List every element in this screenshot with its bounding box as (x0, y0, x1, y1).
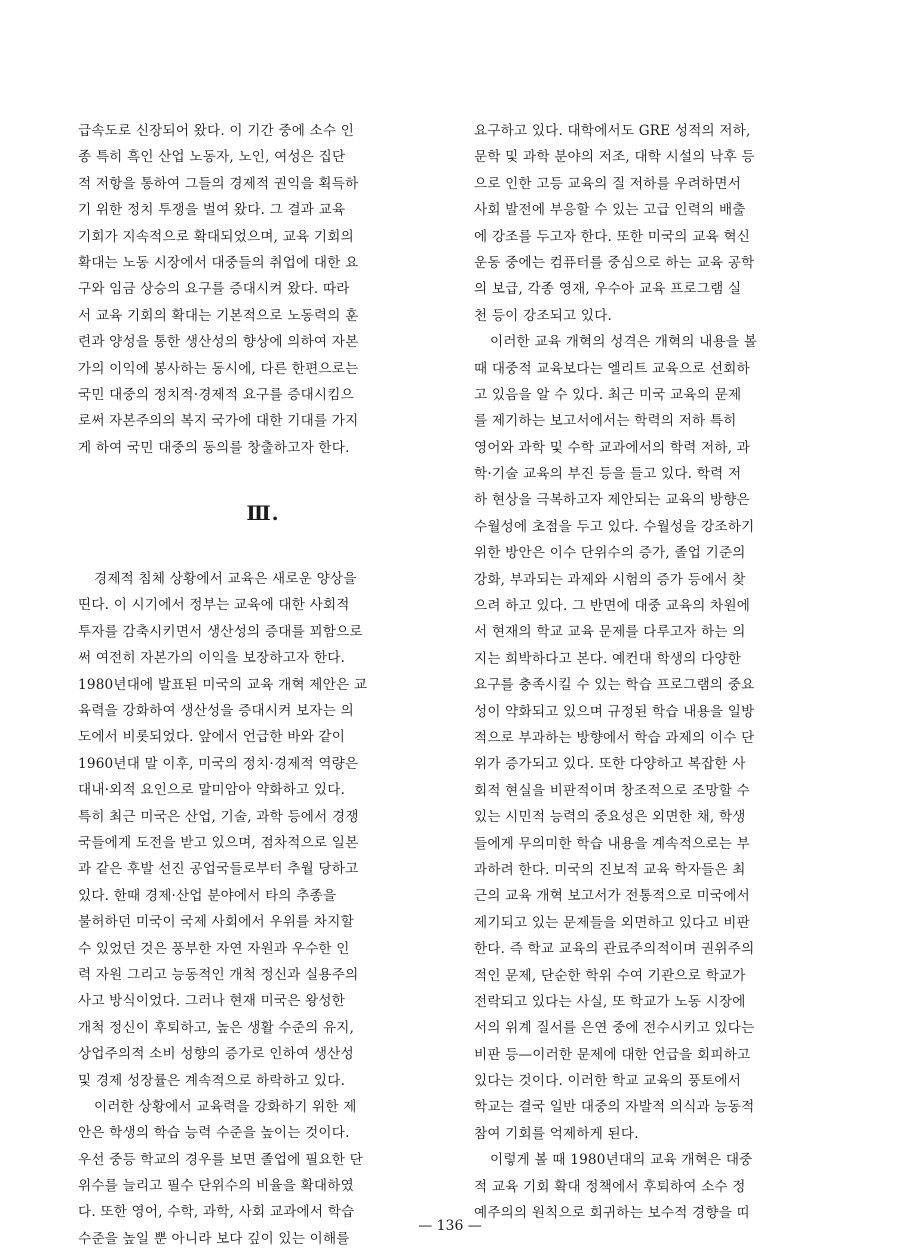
text-line: 게 하여 국민 대중의 동의를 창출하고자 한다. (78, 439, 350, 456)
text-line: 및 경제 성장률은 계속적으로 하락하고 있다. (78, 1072, 346, 1089)
text-line: 과 같은 후발 선진 공업국들로부터 추월 당하고 (78, 861, 359, 878)
text-line: 지는 희박하다고 본다. 예컨대 학생의 다양한 (474, 650, 742, 667)
text-line: 수준을 높일 뿐 아니라 보다 깊이 있는 이해를 (78, 1230, 350, 1247)
text-line: 적 저항을 통하여 그들의 경제적 권익을 획득하 (78, 175, 359, 192)
text-line: 국들에게 도전을 받고 있으며, 점차적으로 일본 (78, 834, 359, 851)
text-line: 1960년대 말 이후, 미국의 정치·경제적 역량은 (78, 755, 359, 772)
text-line: 성이 약화되고 있으며 규정된 학습 내용을 일방 (474, 703, 755, 720)
text-line: 있는 시민적 능력의 중요성은 외면한 채, 학생 (474, 809, 746, 826)
text-line: 위한 방안은 이수 단위수의 증가, 졸업 기준의 (474, 545, 746, 562)
text-line: 때 대중적 교육보다는 엘리트 교육으로 선회하 (474, 360, 750, 377)
text-line: 개척 정신이 후퇴하고, 높은 생활 수준의 유지, (78, 1019, 355, 1036)
text-line: 이러한 상황에서 교육력을 강화하기 위한 제 (94, 1098, 357, 1115)
text-line: 하 현상을 극복하고자 제안되는 교육의 방향은 (474, 492, 750, 509)
text-line: 이러한 교육 개혁의 성격은 개혁의 내용을 볼 (490, 334, 758, 351)
left-paragraph-2 (78, 566, 448, 1094)
text-line: 강화, 부과되는 과제와 시험의 증가 등에서 찾 (474, 571, 746, 588)
text-line: 있다. 한때 경제·산업 분야에서 타의 추종을 (78, 887, 337, 904)
text-line: 서의 위계 질서를 은연 중에 전수시키고 있다는 (474, 1020, 755, 1037)
text-line: 띤다. 이 시기에서 정부는 교육에 대한 사회적 (78, 597, 350, 614)
right-paragraph-1 (474, 118, 834, 329)
text-line: 적 교육 기회 확대 정책에서 후퇴하여 소수 정 (474, 1178, 746, 1195)
text-line: 다. 또한 영어, 수학, 과학, 사회 교과에서 학습 (78, 1204, 355, 1221)
left-column (78, 118, 448, 1252)
text-line: 사회 발전에 부응할 수 있는 고급 인력의 배출 (474, 202, 746, 219)
text-line: 예주의의 원칙으로 회귀하는 보수적 경향을 띠 (474, 1205, 750, 1222)
text-line: 제기되고 있는 문제들을 외면하고 있다고 비판 (474, 914, 750, 931)
right-paragraph-2 (474, 329, 834, 1147)
text-line: 서 교육 기회의 확대는 기본적으로 노동력의 훈 (78, 307, 359, 324)
text-line: 력 자원 그리고 능동적인 개척 정신과 실용주의 (78, 966, 359, 983)
text-line: 확대는 노동 시장에서 대중들의 취업에 대한 요 (78, 254, 359, 271)
text-line: 학교는 결국 일반 대중의 자발적 의식과 능동적 (474, 1099, 755, 1116)
text-line: 구와 임금 상승의 요구를 증대시켜 왔다. 따라 (78, 281, 350, 298)
text-line: 위가 증가되고 있다. 또한 다양하고 복잡한 사 (474, 756, 746, 773)
text-line: 적으로 부과하는 방향에서 학습 과제의 이수 단 (474, 729, 755, 746)
right-paragraph-3 (474, 1147, 834, 1226)
text-line: 들에게 무의미한 학습 내용을 계속적으로는 부 (474, 835, 750, 852)
text-line: 대내·외적 요인으로 말미암아 약화하고 있다. (78, 782, 346, 799)
text-line: 고 있음을 알 수 있다. 최근 미국 교육의 문제 (474, 386, 742, 403)
text-line: 한다. 즉 학교 교육의 관료주의적이며 권위주의 (474, 941, 755, 958)
text-line: 수 있었던 것은 풍부한 자연 자원과 우수한 인 (78, 940, 350, 957)
text-line: 기회가 지속적으로 확대되었으며, 교육 기회의 (78, 228, 354, 245)
text-line: 불허하던 미국이 국제 사회에서 우위를 차지할 (78, 914, 354, 931)
text-line: 요구를 충족시킬 수 있는 학습 프로그램의 중요 (474, 677, 755, 694)
text-line: 참여 기회를 억제하게 된다. (474, 1125, 639, 1142)
text-line: 근의 교육 개혁 보고서가 전통적으로 미국에서 (474, 888, 750, 905)
text-line: 전락되고 있다는 사실, 또 학교가 노동 시장에 (474, 993, 746, 1010)
text-line: 련과 양성을 통한 생산성의 향상에 의하여 자본 (78, 334, 359, 351)
text-line: 영어와 과학 및 수학 교과에서의 학력 저하, 과 (474, 439, 751, 456)
text-line: 투자를 감축시키면서 생산성의 증대를 꾀함으로 (78, 623, 363, 640)
page-number: — 136 — (418, 1218, 482, 1234)
text-line: 회적 현실을 비판적이며 창조적으로 조망할 수 (474, 782, 750, 799)
text-line: 종 특히 흑인 산업 노동자, 노인, 여성은 집단 (78, 149, 346, 166)
text-line: 우선 중등 학교의 경우를 보면 졸업에 필요한 단 (78, 1151, 363, 1168)
left-paragraph-1 (78, 118, 448, 461)
text-line: 적인 문제, 단순한 학위 수여 기관으로 학교가 (474, 967, 746, 984)
section-heading: Ⅲ. (246, 501, 280, 526)
text-line: 문학 및 과학 분야의 저조, 대학 시설의 낙후 등 (474, 149, 755, 166)
text-line: 가의 이익에 봉사하는 동시에, 다른 한편으로는 (78, 360, 359, 377)
text-line: 비판 등—이러한 문제에 대한 언급을 회피하고 (474, 1046, 751, 1063)
text-line: 써 여전히 자본가의 이익을 보장하고자 한다. (78, 650, 346, 667)
text-line: 급속도로 신장되어 왔다. 이 기간 중에 소수 인 (78, 123, 355, 139)
text-line: 도에서 비롯되었다. 앞에서 언급한 바와 같이 (78, 729, 346, 746)
text-line: 위수를 늘리고 필수 단위수의 비율을 확대하였 (78, 1178, 354, 1195)
text-line: 요구하고 있다. 대학에서도 GRE 성적의 저하, (474, 123, 751, 139)
text-line: 를 제기하는 보고서에서는 학력의 저하 특히 (474, 413, 737, 430)
text-line: 운동 중에는 컴퓨터를 중심으로 하는 교육 공학 (474, 254, 755, 271)
text-line: 육력을 강화하여 생산성을 증대시켜 보자는 의 (78, 703, 354, 720)
text-line: 1980년대에 발표된 미국의 교육 개혁 제안은 교 (78, 676, 368, 693)
text-line: 상업주의적 소비 성향의 증가로 인하여 생산성 (78, 1046, 354, 1063)
text-line: 국민 대중의 정치적·경제적 요구를 증대시킴으 (78, 386, 354, 403)
text-line: 에 강조를 두고자 한다. 또한 미국의 교육 혁신 (474, 228, 751, 245)
text-line: 로써 자본주의의 복지 국가에 대한 기대를 가지 (78, 413, 359, 430)
text-line: 천 등이 강조되고 있다. (474, 307, 613, 324)
text-line: 사고 방식이었다. 그러나 현재 미국은 왕성한 (78, 993, 346, 1010)
text-line: 수월성에 초점을 두고 있다. 수월성을 강조하기 (474, 518, 755, 535)
right-column (474, 118, 834, 1226)
text-line: 학·기술 교육의 부진 등을 들고 있다. 학력 저 (474, 466, 742, 483)
text-line: 으려 하고 있다. 그 반면에 대중 교육의 차원에 (474, 598, 751, 615)
text-line: 으로 인한 고등 교육의 질 저하를 우려하면서 (474, 175, 742, 192)
text-line: 특히 최근 미국은 산업, 기술, 과학 등에서 경쟁 (78, 808, 359, 825)
text-line: 이렇게 볼 때 1980년대의 교육 개혁은 대중 (490, 1152, 753, 1169)
text-line: 의 보급, 각종 영재, 우수아 교육 프로그램 실 (474, 281, 742, 298)
text-line: 안은 학생의 학습 능력 수준을 높이는 것이다. (78, 1125, 350, 1142)
text-line: 있다는 것이다. 이러한 학교 교육의 풍토에서 (474, 1073, 742, 1090)
text-line: 서 현재의 학교 교육 문제를 다루고자 하는 의 (474, 624, 746, 641)
text-line: 기 위한 정치 투쟁을 벌여 왔다. 그 결과 교육 (78, 202, 346, 219)
text-line: 과하려 한다. 미국의 진보적 교육 학자들은 최 (474, 861, 746, 878)
text-line: 경제적 침체 상황에서 교육은 새로운 양상을 (94, 571, 357, 588)
